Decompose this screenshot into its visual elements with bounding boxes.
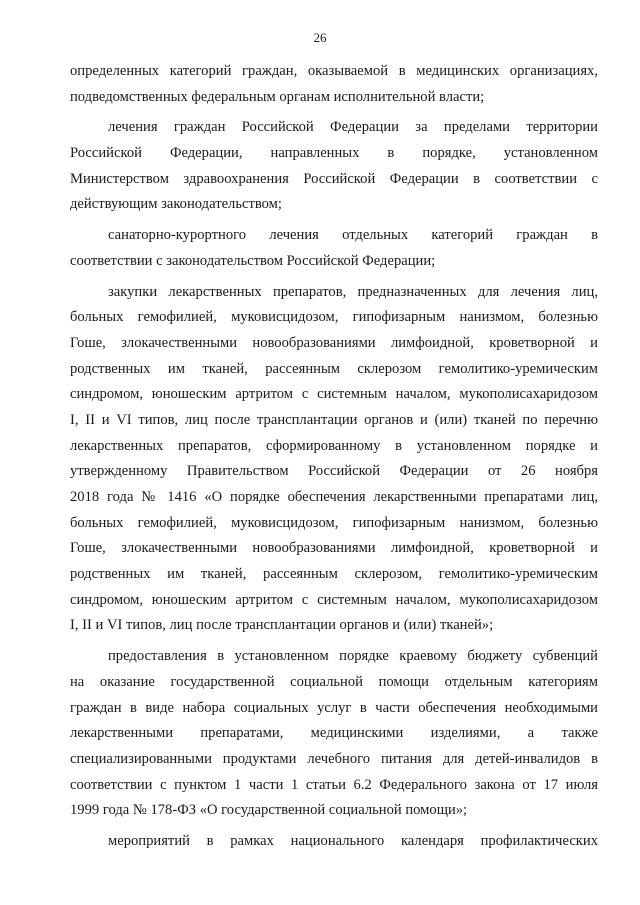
text-line: родственных им тканей, рассеянным склерозом, гемолитико-уремическим bbox=[70, 566, 598, 583]
text-line: подведомственных федеральным органам исполнительной власти; bbox=[70, 88, 485, 105]
paragraph bbox=[70, 829, 598, 855]
text-line: 1999 года № 178-ФЗ «О государственной социальной помощи»; bbox=[70, 802, 468, 819]
text-line: соответствии с законодательством Российской Федерации; bbox=[70, 252, 436, 269]
text-line: Гоше, злокачественными новообразованиями лимфоидной, кроветворной и bbox=[70, 540, 598, 557]
text-line: на оказание государственной социальной помощи отдельным категориям bbox=[70, 673, 598, 690]
text-line: граждан в виде набора социальных услуг в части обеспечения необходимыми bbox=[70, 699, 598, 716]
text-line: родственных им тканей, рассеянным склерозом гемолитико-уремическим bbox=[70, 360, 598, 377]
text-line: лекарственных препаратов, сформированному в установленном порядке и bbox=[70, 437, 598, 454]
text-line: санаторно-курортного лечения отдельных категорий граждан в bbox=[108, 227, 598, 244]
text-line: больных гемофилией, муковисцидозом, гипофизарным нанизмом, болезнью bbox=[70, 514, 598, 531]
text-line: синдромом, юношеским артритом с системным началом, мукополисахаридозом bbox=[70, 591, 598, 608]
text-line: закупки лекарственных препаратов, предназначенных для лечения лиц, bbox=[108, 283, 598, 300]
text-line: 2018 года № 1416 «О порядке обеспечения лекарственными препаратами лиц, bbox=[70, 489, 598, 505]
text-line: Министерством здравоохранения Российской Федерации в соответствии с bbox=[70, 170, 598, 187]
paragraph bbox=[70, 115, 598, 218]
text-line: лечения граждан Российской Федерации за пределами территории bbox=[108, 119, 598, 136]
text-line: утвержденному Правительством Российской Федерации от 26 ноября bbox=[70, 463, 598, 480]
text-line: Российской Федерации, направленных в порядке, установленном bbox=[70, 145, 598, 162]
paragraph bbox=[70, 644, 598, 824]
page-number: 26 bbox=[313, 30, 327, 45]
text-line: мероприятий в рамках национального календаря профилактических bbox=[108, 832, 598, 849]
text-line: больных гемофилией, муковисцидозом, гипофизарным нанизмом, болезнью bbox=[70, 309, 598, 326]
text-line: специализированными продуктами лечебного питания для детей-инвалидов в bbox=[70, 750, 598, 767]
text-line: лекарственными препаратами, медицинскими изделиями, а также bbox=[70, 725, 598, 742]
paragraph bbox=[70, 59, 598, 110]
paragraph bbox=[70, 223, 598, 274]
text-line: I, II и VI типов, лиц после трансплантации органов и (или) тканей по перечню bbox=[70, 411, 598, 428]
text-line: Гоше, злокачественными новообразованиями лимфоидной, кроветворной и bbox=[70, 334, 598, 351]
text-line: I, II и VI типов, лиц после трансплантации органов и (или) тканей»; bbox=[70, 617, 494, 634]
text-line: соответствии с пунктом 1 части 1 статьи 6.2 Федерального закона от 17 июля bbox=[70, 776, 598, 793]
text-line: предоставления в установленном порядке краевому бюджету субвенций bbox=[108, 648, 598, 665]
paragraph bbox=[70, 280, 598, 640]
text-line: действующим законодательством; bbox=[70, 196, 282, 213]
text-line: определенных категорий граждан, оказываемой в медицинских организациях, bbox=[70, 63, 598, 79]
text-line: синдромом, юношеским артритом с системным началом, мукополисахаридозом bbox=[70, 386, 598, 403]
document-body bbox=[70, 59, 598, 855]
